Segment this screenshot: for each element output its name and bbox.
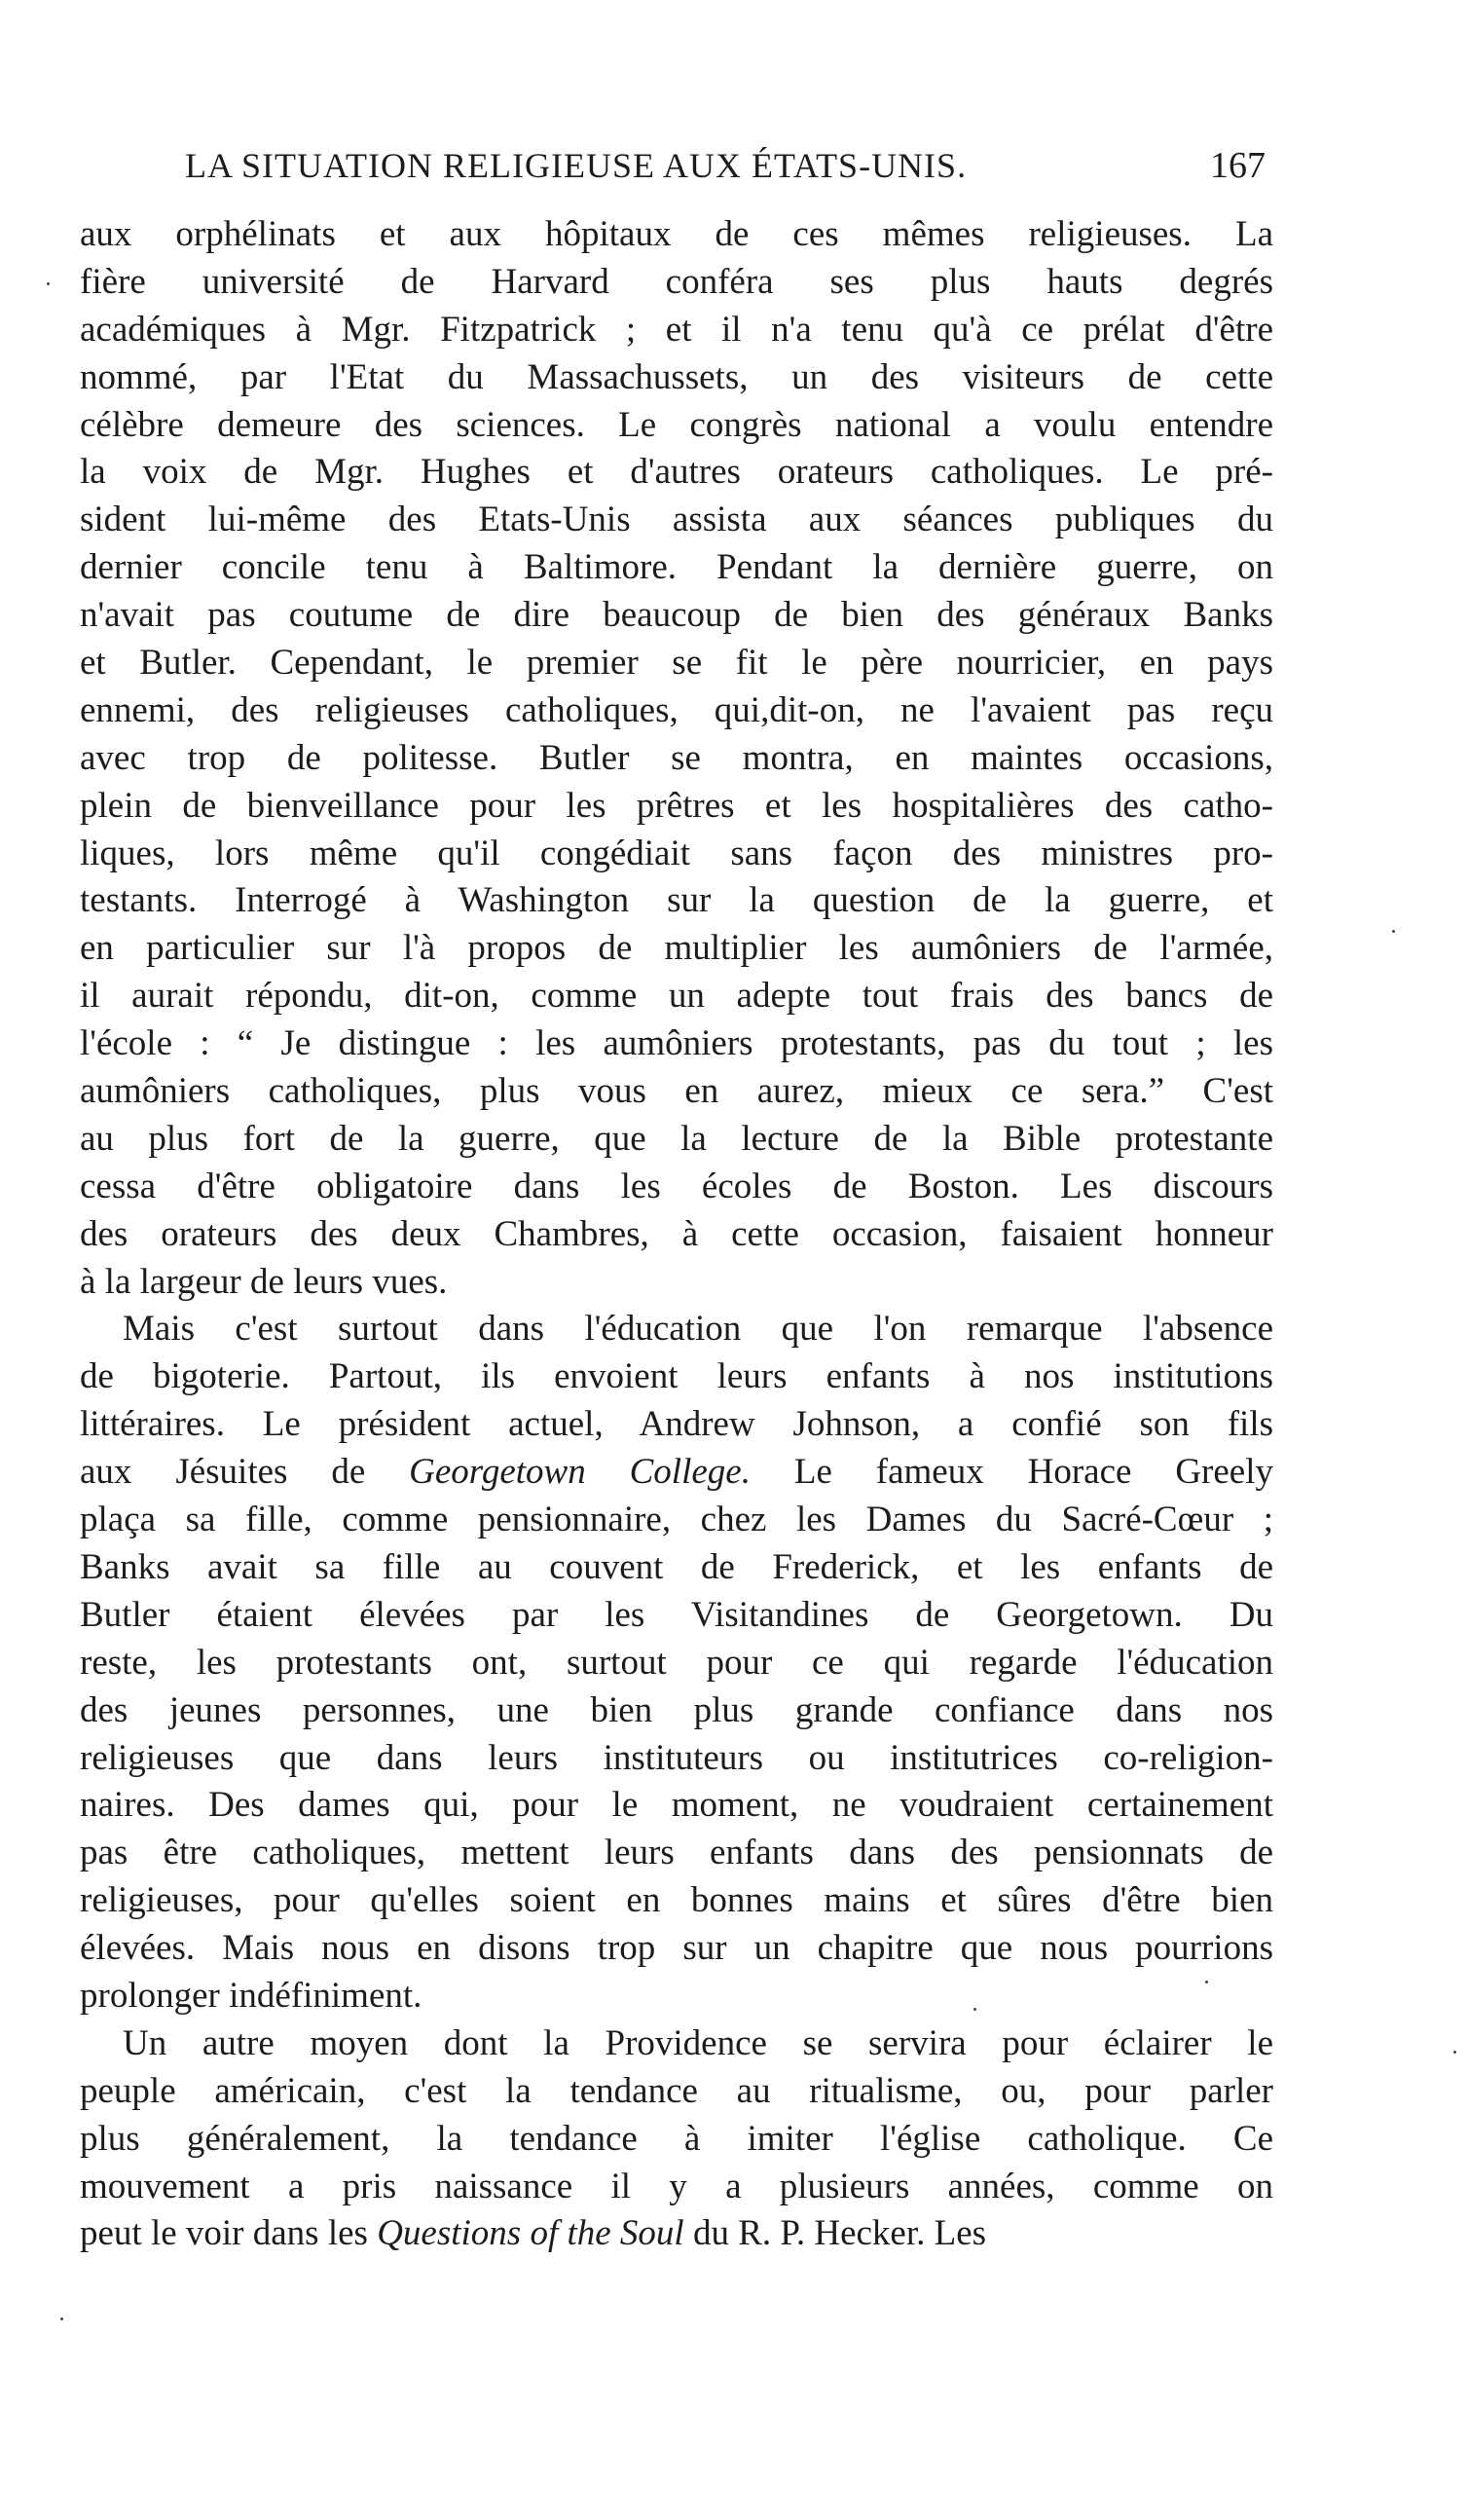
text-line: naires. Des dames qui, pour le moment, ne voudraient certainement xyxy=(80,1785,1273,1826)
text-line: de bigoterie. Partout, ils envoient leurs enfants à nos institutions xyxy=(80,1356,1273,1397)
text-line: en particulier sur l'à propos de multiplier les aumôniers de l'armée, xyxy=(80,928,1273,969)
text-line: Mais c'est surtout dans l'éducation que l'on remarque l'absence xyxy=(123,1309,1273,1350)
running-title: LA SITUATION RELIGIEUSE AUX ÉTATS-UNIS. xyxy=(185,146,968,185)
print-speck xyxy=(47,282,50,285)
text-line: Banks avait sa fille au couvent de Frederick, et les enfants de xyxy=(80,1546,1273,1587)
text-line: élevées. Mais nous en disons trop sur un chapitre que nous pourrions xyxy=(80,1928,1273,1969)
text-line: aux Jésuites de Georgetown College. Le fameux Horace Greely xyxy=(80,1452,1273,1493)
text-line: des orateurs des deux Chambres, à cette occasion, faisaient honneur xyxy=(80,1213,1273,1254)
text-line: peuple américain, c'est la tendance au ritualisme, ou, pour parler xyxy=(80,2070,1273,2111)
text-line: au plus fort de la guerre, que la lecture de la Bible protestante xyxy=(80,1118,1273,1159)
text-line: académiques à Mgr. Fitzpatrick ; et il n'a tenu qu'à ce prélat d'être xyxy=(80,309,1273,350)
text-line: religieuses que dans leurs instituteurs ou institutrices co-religion- xyxy=(80,1737,1273,1778)
text-line: Un autre moyen dont la Providence se servira pour éclairer le xyxy=(123,2022,1273,2063)
paragraph xyxy=(80,1306,1273,2020)
print-speck xyxy=(973,2008,976,2011)
text-line: fière université de Harvard conféra ses plus hauts degrés xyxy=(80,261,1273,302)
text-line: à la largeur de leurs vues. xyxy=(80,1261,448,1302)
text-line: peut le voir dans les Questions of the Soul du R. P. Hecker. Les xyxy=(80,2213,987,2254)
text-line: religieuses, pour qu'elles soient en bonnes mains et sûres d'être bien xyxy=(80,1880,1273,1921)
text-line: il aurait répondu, dit-on, comme un adepte tout frais des bancs de xyxy=(80,976,1273,1017)
text-line: plein de bienveillance pour les prêtres et les hospitalières des catho- xyxy=(80,785,1273,826)
text-line: liques, lors même qu'il congédiait sans façon des ministres pro- xyxy=(80,833,1273,873)
text-line: mouvement a pris naissance il y a plusieurs années, comme on xyxy=(80,2166,1273,2206)
print-speck xyxy=(1205,1981,1208,1983)
text-line: testants. Interrogé à Washington sur la question de la guerre, et xyxy=(80,880,1273,921)
text-line: nommé, par l'Etat du Massachussets, un des visiteurs de cette xyxy=(80,356,1273,397)
text-line: célèbre demeure des sciences. Le congrès national a voulu entendre xyxy=(80,404,1273,445)
page-number: 167 xyxy=(1210,145,1266,186)
text-line: ennemi, des religieuses catholiques, qui,dit-on, ne l'avaient pas reçu xyxy=(80,689,1273,730)
text-line: sident lui-même des Etats-Unis assista aux séances publiques du xyxy=(80,500,1273,540)
text-line: l'école : “ Je distingue : les aumôniers protestants, pas du tout ; les xyxy=(80,1023,1273,1064)
text-line: aux orphélinats et aux hôpitaux de ces mêmes religieuses. La xyxy=(80,214,1273,254)
text-line: littéraires. Le président actuel, Andrew Johnson, a confié son fils xyxy=(80,1404,1273,1445)
text-line: avec trop de politesse. Butler se montra, en maintes occasions, xyxy=(80,737,1273,778)
text-line: reste, les protestants ont, surtout pour ce qui regarde l'éducation xyxy=(80,1642,1273,1683)
italic-title: Georgetown College. xyxy=(409,1452,751,1493)
text-line: n'avait pas coutume de dire beaucoup de bien des généraux Banks xyxy=(80,595,1273,636)
print-speck xyxy=(1453,2051,1456,2054)
text-line: la voix de Mgr. Hughes et d'autres orateurs catholiques. Le pré- xyxy=(80,452,1273,493)
running-head xyxy=(185,138,1266,193)
text-line: et Butler. Cependant, le premier se fit le père nourricier, en pays xyxy=(80,643,1273,684)
text-line: Butler étaient élevées par les Visitandines de Georgetown. Du xyxy=(80,1594,1273,1635)
italic-title: Questions of the Soul xyxy=(377,2213,684,2254)
text-line: cessa d'être obligatoire dans les écoles de Boston. Les discours xyxy=(80,1166,1273,1206)
text-line: dernier concile tenu à Baltimore. Pendant la dernière guerre, on xyxy=(80,547,1273,588)
body-text xyxy=(80,211,1273,2258)
text-line: des jeunes personnes, une bien plus grande confiance dans nos xyxy=(80,1689,1273,1730)
text-line: aumôniers catholiques, plus vous en aurez, mieux ce sera.” C'est xyxy=(80,1071,1273,1112)
paragraph xyxy=(80,2020,1273,2258)
print-speck xyxy=(1392,930,1395,933)
print-speck xyxy=(60,2317,63,2320)
text-line: pas être catholiques, mettent leurs enfants dans des pensionnats de xyxy=(80,1833,1273,1873)
text-line: prolonger indéfiniment. xyxy=(80,1975,422,2016)
text-line: plus généralement, la tendance à imiter l'église catholique. Ce xyxy=(80,2118,1273,2159)
paragraph xyxy=(80,211,1273,1306)
text-line: plaça sa fille, comme pensionnaire, chez les Dames du Sacré-Cœur ; xyxy=(80,1500,1273,1540)
